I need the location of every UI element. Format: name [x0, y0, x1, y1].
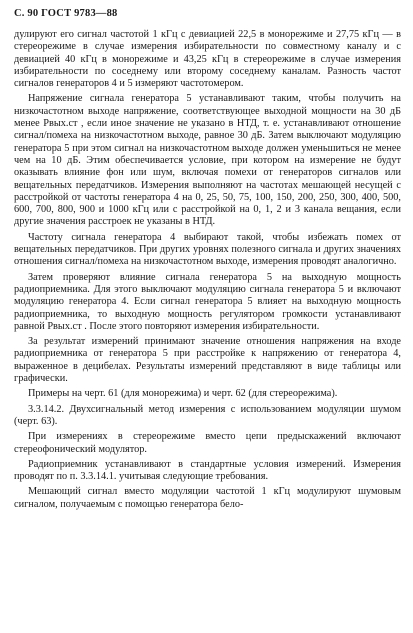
paragraph: Напряжение сигнала генератора 5 устанавливают таким, чтобы получить на низкочастотном выходе напряжение, соответствующее выходной мощности на 30 дБ менее Pвых.ст , если иное значение не указано в НТД, т. е. устанавливают отношение сигнал/помеха на низкочастотном выходе, равное 30 дБ. Затем выключают модуляцию генератора 5 при этом сигнал на низкочастотном выходе должен уменьшиться не менее чем на 10 дБ. Этим обеспечивается условие, при котором на измерение не будут оказывать влияние фон или шум, включая помехи от генераторов сигналов или вещательных передатчиков. Измерения выполняют на частотах мешающей несущей с расстройкой от частоты генератора 4 на 0, 25, 50, 75, 100, 150, 200, 250, 300, 400, 500, 600, 700, 800, 900 и 1000 кГц или с расстройкой на 0, 1, 2 и 3 канала вещания, если другие значения расстроек не указаны в НТД. [14, 93, 401, 228]
standard-designation: ГОСТ 9783—88 [41, 8, 118, 19]
paragraph: За результат измерений принимают значение отношения напряжения на входе радиоприемника от генератора 5 при расстройке к напряжению от генератора 4, выраженное в децибелах. Результаты измерений представляют в виде таблицы или графически. [14, 336, 401, 385]
paragraph: Затем проверяют влияние сигнала генератора 5 на выходную мощность радиоприемника. Для этого выключают модуляцию сигнала генератора 5 и включают модуляцию генератора 4. Если сигнал генератора 5 влияет на выходную мощность радиоприемника, то выходную мощность регулятором громкости устанавливают равной Pвых.ст . После этого повторяют измерения избирательности. [14, 271, 401, 332]
paragraph: Частоту сигнала генератора 4 выбирают такой, чтобы избежать помех от вещательных передатчиков. При других уровнях полезного сигнала и других значениях отношения сигнал/помеха на низкочастотном выходе, измерения проводят аналогично. [14, 231, 401, 268]
paragraph: При измерениях в стереорежиме вместо цепи предыскажений включают стереофонический модулятор. [14, 431, 401, 455]
paragraph: Мешающий сигнал вместо модуляции частотой 1 кГц модулируют шумовым сигналом, получаемым с помощью генератора бело- [14, 486, 401, 510]
page-header [14, 8, 118, 19]
body-text [14, 29, 401, 514]
paragraph: Радиоприемник устанавливают в стандартные условия измерений. Измерения проводят по п. 3.3.14.1. учитывая следующие требования. [14, 458, 401, 483]
page-number: С. 90 [14, 8, 39, 19]
paragraph: дулируют его сигнал частотой 1 кГц с девиацией 22,5 в монорежиме и 27,75 кГц — в стереорежиме в случае измерения избирательности по совместному каналу и с девиацией 40 кГц в монорежиме и 43,25 кГц в стереорежиме в случае измерения избирательности по соседнему или второму соседнему каналам. Разность частот сигналов генераторов 4 и 5 измеряют частотомером. [14, 29, 401, 90]
section-heading: 3.3.14.2. Двухсигнальный метод измерения с использованием модуляции шумом (черт. 63). [14, 403, 401, 427]
paragraph: Примеры на черт. 61 (для монорежима) и черт. 62 (для стереорежима). [28, 388, 338, 400]
